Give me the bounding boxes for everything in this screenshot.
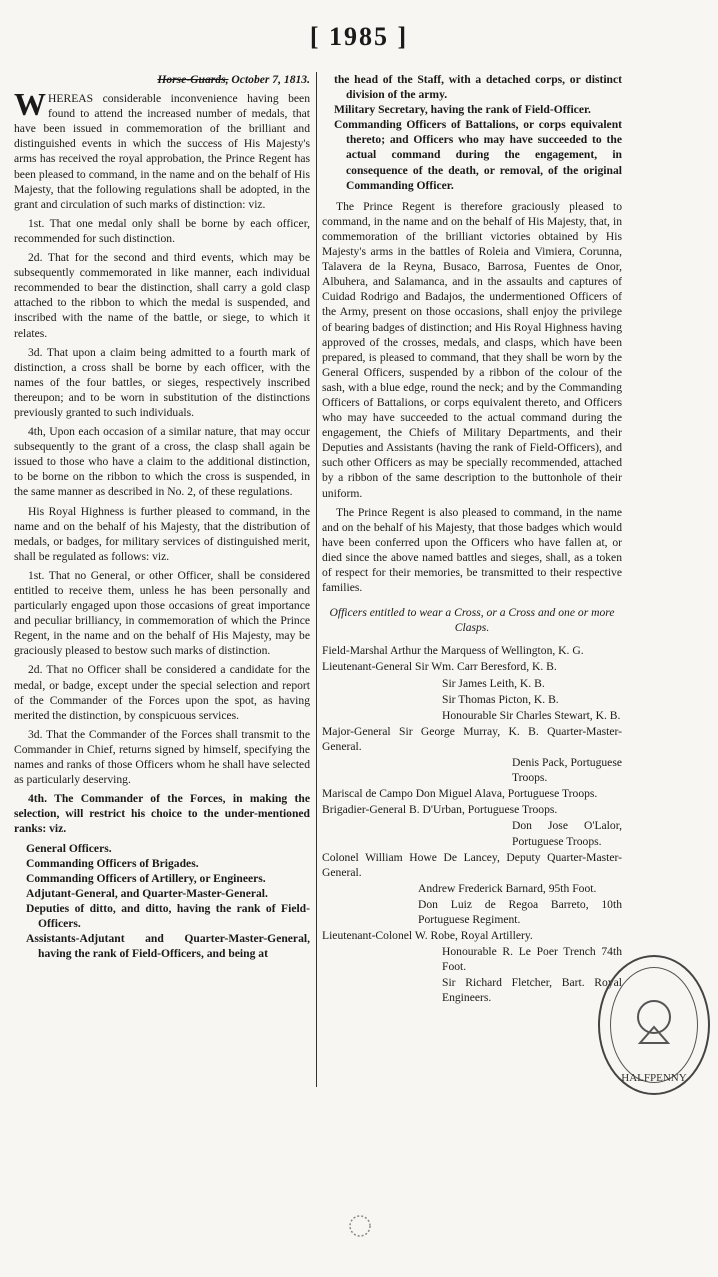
ranks-list — [14, 841, 310, 962]
rule-4: 4th. The Commander of the Forces, in making the selection, will restrict his choice to the under-mentioned ranks: viz. — [14, 792, 310, 836]
officer-entry: Denis Pack, Portuguese Troops. — [512, 756, 622, 785]
officer-entry: Colonel William Howe De Lancey, Deputy Quarter-Master-General. — [322, 850, 622, 879]
dateline-place: Horse-Guards, — [157, 73, 229, 86]
regulation-3: 3d. That upon a claim being admitted to a fourth mark of distinction, a cross shall be borne by each officer, with the names of the four battles, or sieges, respectively inscribed thereupon; and to be worn in substitution of the distinctions previously granted to such individuals. — [14, 345, 310, 419]
commemoration-paragraph: The Prince Regent is therefore graciously pleased to command, in the name and on the behalf of His Majesty, that, in commemoration of the brilliant victories obtained by His Majesty's arms in the battles of Roleia and Vimiera, Corunna, Talavera de la Reyna, Busaco, Barrosa, Fuentes de Onor, Albuhera, and Salamanca, and in the assaults and captures of Cuidad Rodrigo and Badajos, the undermentioned Officers of the Army, present on those occasions, shall enjoy the privilege of bearing badges of distinction; and His Royal Highness having approved of the crosses, medals, and clasps, which have been prepared, is pleased to command, that they shall be worn by the General Officers, suspended by a ribbon of the colour of the sash, with a blue edge, round the neck; and by the Commanding Officers of Battalions, or corps equivalent thereto, and Officers who may have succeeded to the actual command during the engagement, the Chiefs of Military Departments, and their Deputies and Assistants (having the rank of Field-Officers), and such other Officers as may be specially recommended, attached by a ribbon of the same description to the buttonhole of their uniform. — [322, 199, 622, 500]
rank-item: General Officers. — [26, 841, 112, 855]
regulation-4: 4th, Upon each occasion of a similar nature, that may occur subsequently to the grant of a cross, the clasp shall again be issued to those who have a claim to the additional distinction, to be borne on the ribbon to which the cross is suspended, in the same manner as described in No. 2, of these regulations. — [14, 425, 310, 499]
officer-entry: Sir James Leith, K. B. — [442, 676, 545, 690]
rank-item: Commanding Officers of Brigades. — [26, 856, 199, 870]
officer-entry: Sir Richard Fletcher, Bart. Royal Engineers. — [442, 976, 622, 1005]
officer-entry: Honourable R. Le Poer Trench 74th Foot. — [442, 945, 622, 974]
officer-entry: Brigadier-General B. D'Urban, Portuguese Troops. — [322, 803, 558, 817]
officer-entry: Field-Marshal Arthur the Marquess of Wellington, K. G. — [322, 644, 584, 658]
rule-1: 1st. That no General, or other Officer, shall be considered entitled to receive them, unless he has been personally and particularly engaged upon those occasions of great importance and peculiar brilliancy, in commemoration of which the Prince Regent, in the name and on the behalf of His Majesty, may be graciously pleased to bestow such marks of distinction. — [14, 568, 310, 658]
page-number: [ 1985 ] — [309, 22, 409, 51]
officer-entry: Andrew Frederick Barnard, 95th Foot. — [418, 881, 597, 895]
officer-entry: Mariscal de Campo Don Miguel Alava, Portuguese Troops. — [322, 787, 598, 801]
officers-heading: Officers entitled to wear a Cross, or a Cross and one or more Clasps. — [329, 606, 615, 635]
dateline — [14, 72, 310, 87]
rank-item: Deputies of ditto, and ditto, having the rank of Field-Officers. — [26, 901, 310, 930]
officer-entry: Major-General Sir George Murray, K. B. Quarter-Master-General. — [322, 724, 622, 753]
dateline-date: October 7, 1813. — [231, 73, 310, 86]
families-paragraph: The Prince Regent is also pleased to command, in the name and on the behalf of his Majesty, that those badges which would have been conferred upon the Officers who have fallen at, or died since the above named battles and sieges, shall, as a token of respect for their memories, be transmitted to their respective families. — [322, 505, 622, 595]
officer-entry: Lieutenant-Colonel W. Robe, Royal Artillery. — [322, 929, 533, 943]
tax-stamp — [598, 955, 710, 1095]
officer-entry: Sir Thomas Picton, K. B. — [442, 692, 559, 706]
rank-item-continued: the head of the Staff, with a detached corps, or distinct division of the army. — [334, 73, 622, 102]
officer-entry: Lieutenant-General Sir Wm. Carr Beresford, K. B. — [322, 660, 557, 674]
intro-paragraph: WHEREAS considerable inconvenience having been found to attend the increased number of medals, that have been issued in commemoration of the brilliant and distinguished events in which the success of His Majesty's arms has received the royal approbation, the Prince Regent has been pleased to command, in the name and on the behalf of His Majesty, that the following regulations shall be adopted, in the grant and circulation of such marks of distinction: viz. — [14, 86, 310, 211]
right-column — [322, 72, 622, 1007]
tax-stamp-emblem — [600, 957, 708, 1093]
distribution-paragraph: His Royal Highness is further pleased to command, in the name and on the behalf of his Majesty, that the distribution of medals, or badges, for military services of distinguished merit, shall be regulated as follows: viz. — [14, 504, 310, 563]
rank-item: Commanding Officers of Artillery, or Engineers. — [26, 871, 266, 885]
regulation-1: 1st. That one medal only shall be borne by each officer, recommended for such distinction. — [14, 216, 310, 245]
tax-stamp-label: HALFPENNY — [621, 1072, 687, 1084]
officer-entry: Don Jose O'Lalor, Portuguese Troops. — [512, 819, 622, 848]
officer-entry: Don Luiz de Regoa Barreto, 10th Portuguese Regiment. — [418, 897, 622, 926]
column-divider — [316, 72, 317, 1087]
rule-2: 2d. That no Officer shall be considered a candidate for the medal, or badge, except under the special selection and report of the Commander of the Forces upon the spot, as having merited the distinction, by conspicuous services. — [14, 663, 310, 722]
rank-item: Adjutant-General, and Quarter-Master-General. — [26, 886, 268, 900]
rank-item: Commanding Officers of Battalions, or corps equivalent thereto; and Officers who may have succeeded to the actual command during the engagement, in consequence of the death, or removal, of the original Commanding Officer. — [334, 118, 622, 192]
officer-entry: Honourable Sir Charles Stewart, K. B. — [442, 708, 621, 722]
rank-item: Military Secretary, having the rank of Field-Officer. — [334, 103, 591, 117]
rank-item: Assistants-Adjutant and Quarter-Master-General, having the rank of Field-Officers, and being at — [26, 932, 310, 961]
left-column — [14, 72, 310, 961]
regulation-2: 2d. That for the second and third events, which may be subsequently commemorated in like manner, each individual recommended to bear the distinction, shall carry a gold clasp attached to the ribbon to which the medal is suspended, and inscribed with the name of the battle, or siege, to which it relates. — [14, 251, 310, 340]
rule-3: 3d. That the Commander of the Forces shall transmit to the Commander in Chief, returns signed by himself, specifying the names and ranks of those Officers whom he shall have selected as particularly deserving. — [14, 727, 310, 787]
officers-list — [322, 643, 622, 1005]
bottom-ornament — [330, 1210, 390, 1242]
